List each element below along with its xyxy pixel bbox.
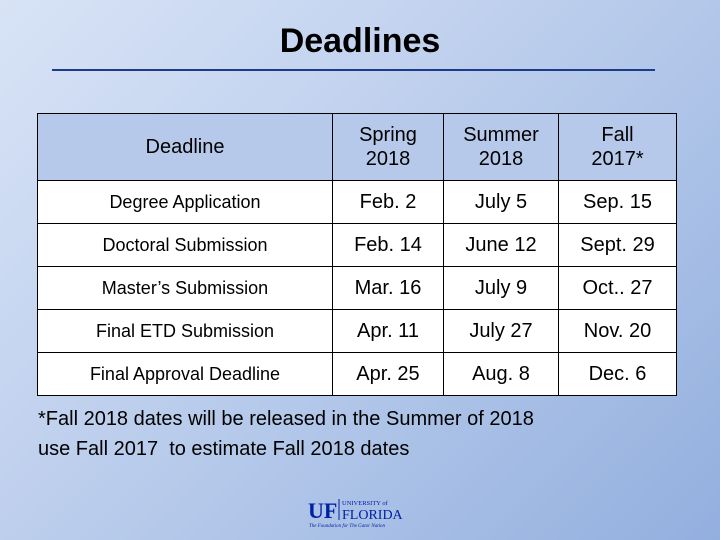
column-header-spring-2018: Spring 2018 xyxy=(333,114,444,181)
footnote-line-2: use Fall 2017 to estimate Fall 2018 dates xyxy=(38,438,410,460)
logo-university-of: UNIVERSITY of xyxy=(342,500,388,507)
uf-monogram: UF xyxy=(308,498,338,523)
table-cell: July 27 xyxy=(444,310,559,353)
table-cell: Dec. 6 xyxy=(559,353,677,396)
table-row xyxy=(38,353,677,396)
row-label: Master’s Submission xyxy=(38,267,333,310)
footnote xyxy=(38,404,688,464)
table-cell: Mar. 16 xyxy=(333,267,444,310)
deadlines-table xyxy=(37,113,677,396)
table-cell: June 12 xyxy=(444,224,559,267)
table-cell: July 5 xyxy=(444,181,559,224)
logo-florida: FLORIDA xyxy=(342,508,403,523)
table-cell: Apr. 25 xyxy=(333,353,444,396)
table-cell: Sept. 29 xyxy=(559,224,677,267)
column-header-deadline: Deadline xyxy=(38,114,333,181)
footnote-line-1: *Fall 2018 dates will be released in the Summer of 2018 xyxy=(38,408,534,430)
title-divider xyxy=(52,69,655,71)
university-of-florida-logo xyxy=(308,496,418,530)
table-cell: Oct.. 27 xyxy=(559,267,677,310)
column-header-fall-2017: Fall 2017* xyxy=(559,114,677,181)
table-row xyxy=(38,224,677,267)
table-cell: July 9 xyxy=(444,267,559,310)
table-header-row xyxy=(38,114,677,181)
row-label: Final ETD Submission xyxy=(38,310,333,353)
column-header-summer-2018: Summer 2018 xyxy=(444,114,559,181)
table-cell: Aug. 8 xyxy=(444,353,559,396)
table-row xyxy=(38,310,677,353)
table-cell: Feb. 2 xyxy=(333,181,444,224)
logo-tagline: The Foundation for The Gator Nation xyxy=(309,524,385,529)
table-row xyxy=(38,267,677,310)
table-cell: Feb. 14 xyxy=(333,224,444,267)
table-cell: Apr. 11 xyxy=(333,310,444,353)
row-label: Doctoral Submission xyxy=(38,224,333,267)
table-cell: Nov. 20 xyxy=(559,310,677,353)
table-cell: Sep. 15 xyxy=(559,181,677,224)
slide-title: Deadlines xyxy=(279,22,441,60)
row-label: Final Approval Deadline xyxy=(38,353,333,396)
row-label: Degree Application xyxy=(38,181,333,224)
table-row xyxy=(38,181,677,224)
